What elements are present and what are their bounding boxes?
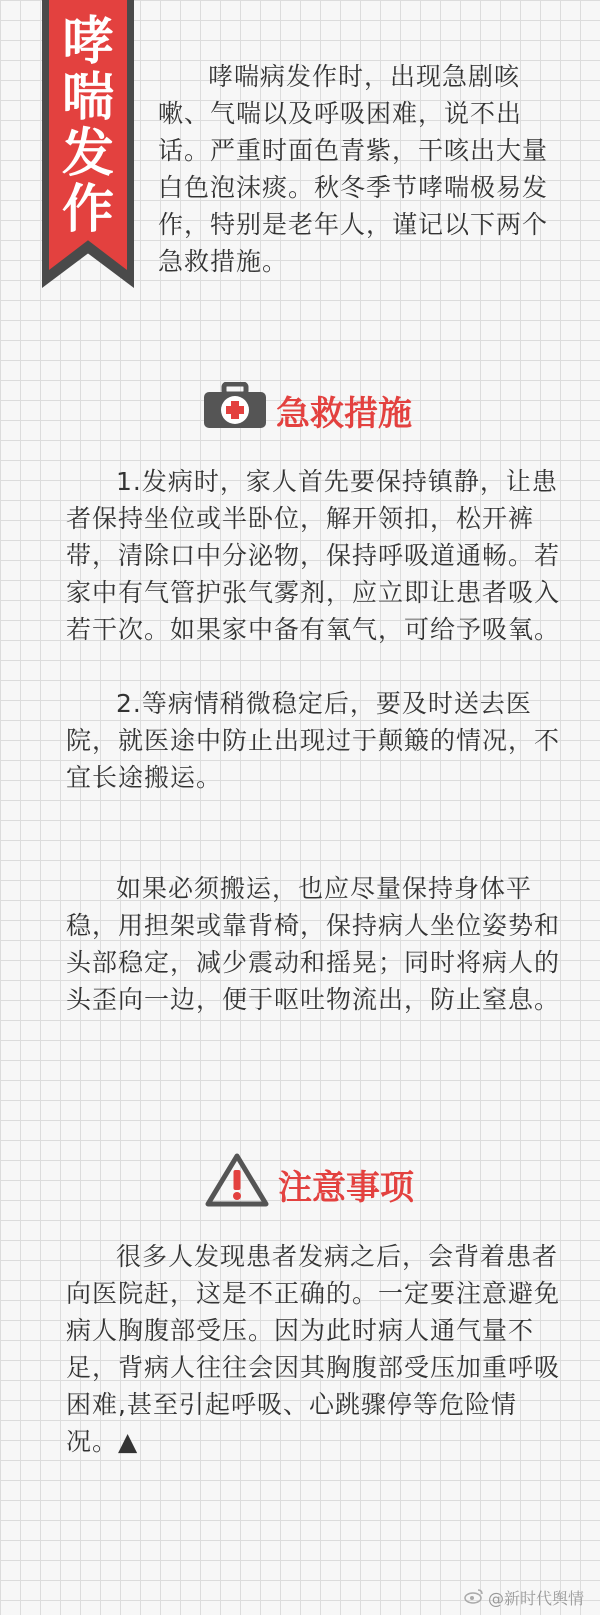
ribbon-char: 哮: [61, 12, 114, 72]
warning-triangle-icon: [204, 1152, 270, 1217]
ribbon-title: [49, 14, 127, 238]
section-heading-precautions: [204, 1152, 414, 1217]
ribbon-char: 作: [61, 180, 114, 240]
watermark-text: @新时代舆情: [487, 1589, 584, 1608]
section-heading-label: 注意事项: [278, 1168, 414, 1208]
weibo-logo-icon: [464, 1588, 484, 1608]
first-aid-step-2: 2.等病情稍微稳定后，要及时送去医院，就医途中防止出现过于颠簸的情况，不宜长途搬运。: [66, 689, 561, 792]
first-aid-transport-note: 如果必须搬运，也应尽量保持身体平稳，用担架或靠背椅，保持病人坐位姿势和头部稳定，减少震动和摇晃；同时将病人的头歪向一边，便于呕吐物流出，防止窒息。: [66, 874, 561, 1014]
precautions-paragraph: 很多人发现患者发病之后，会背着患者向医院赶，这是不正确的。一定要注意避免病人胸腹部受压。因为此时病人通气量不足，背病人往往会因其胸腹部受压加重呼吸困难,甚至引起呼吸、心跳骤停等危险情况。▲: [66, 1242, 561, 1456]
first-aid-kit-icon: [202, 382, 268, 439]
intro-paragraph: 哮喘病发作时，出现急剧咳嗽、气喘以及呼吸困难，说不出话。严重时面色青紫，干咳出大量白色泡沫痰。秋冬季节哮喘极易发作，特别是老年人，谨记以下两个急救措施。: [158, 62, 549, 276]
section-heading-label: 急救措施: [276, 394, 412, 434]
watermark: [464, 1586, 584, 1609]
ribbon-char: 喘: [61, 68, 114, 128]
ribbon-char: 发: [61, 124, 114, 184]
first-aid-step-1: 1.发病时，家人首先要保持镇静，让患者保持坐位或半卧位，解开领扣，松开裤带，清除口中分泌物，保持呼吸道通畅。若家中有气管护张气雾剂，应立即让患者吸入若干次。如果家中备有氧气，可给予吸氧。: [66, 467, 561, 644]
section-heading-first-aid: [202, 382, 412, 439]
